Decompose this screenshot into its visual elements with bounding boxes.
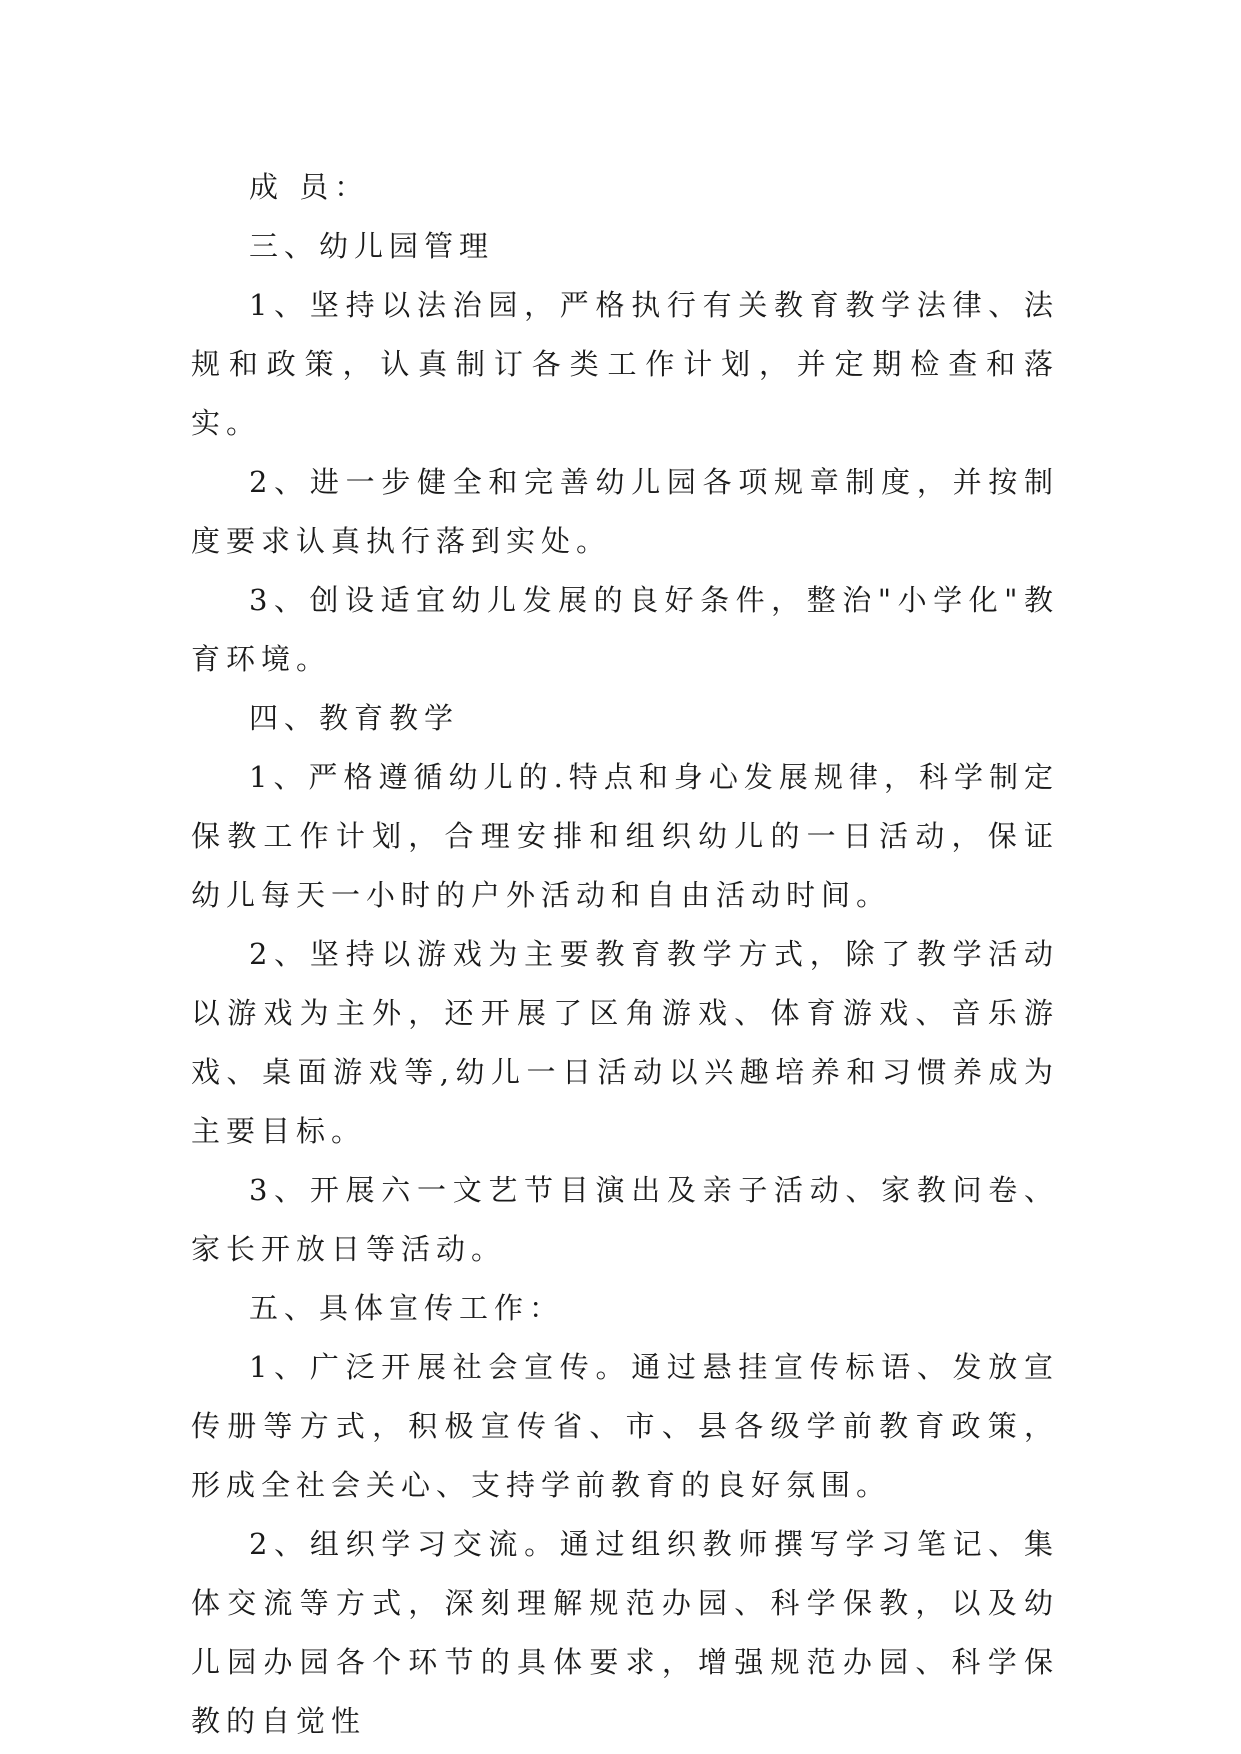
paragraph-publicity-1: 1、广泛开展社会宣传。通过悬挂宣传标语、发放宣传册等方式，积极宣传省、市、县各级学前教育政策，形成全社会关心、支持学前教育的良好氛围。 bbox=[191, 1350, 1059, 1502]
document-body bbox=[191, 158, 1059, 1751]
paragraph-teaching-1: 1、严格遵循幼儿的.特点和身心发展规律，科学制定保教工作计划，合理安排和组织幼儿的一日活动，保证幼儿每天一小时的户外活动和自由活动时间。 bbox=[191, 760, 1059, 912]
heading-education-teaching: 四、教育教学 bbox=[249, 701, 460, 735]
paragraph-teaching-2: 2、坚持以游戏为主要教育教学方式，除了教学活动以游戏为主外，还开展了区角游戏、体育游戏、音乐游戏、桌面游戏等,幼儿一日活动以兴趣培养和习惯养成为主要目标。 bbox=[191, 937, 1059, 1148]
paragraph-teaching-3: 3、开展六一文艺节目演出及亲子活动、家教问卷、 家长开放日等活动。 bbox=[191, 1173, 1059, 1266]
paragraph-publicity-2: 2、组织学习交流。通过组织教师撰写学习笔记、集体交流等方式，深刻理解规范办园、科学保教，以及幼儿园办园各个环节的具体要求，增强规范办园、科学保教的自觉性 bbox=[191, 1527, 1059, 1738]
heading-kindergarten-management: 三、幼儿园管理 bbox=[249, 229, 495, 263]
heading-publicity-work: 五、具体宣传工作： bbox=[249, 1291, 565, 1325]
paragraph-management-1: 1、坚持以法治园，严格执行有关教育教学法律、法规和政策，认真制订各类工作计划，并定期检查和落实。 bbox=[191, 288, 1059, 440]
paragraph-management-2: 2、进一步健全和完善幼儿园各项规章制度，并按制度要求认真执行落到实处。 bbox=[191, 465, 1059, 558]
paragraph-management-3: 3、创设适宜幼儿发展的良好条件，整治"小学化"教育环境。 bbox=[191, 583, 1059, 676]
paragraph-members: 成 员： bbox=[249, 170, 370, 204]
